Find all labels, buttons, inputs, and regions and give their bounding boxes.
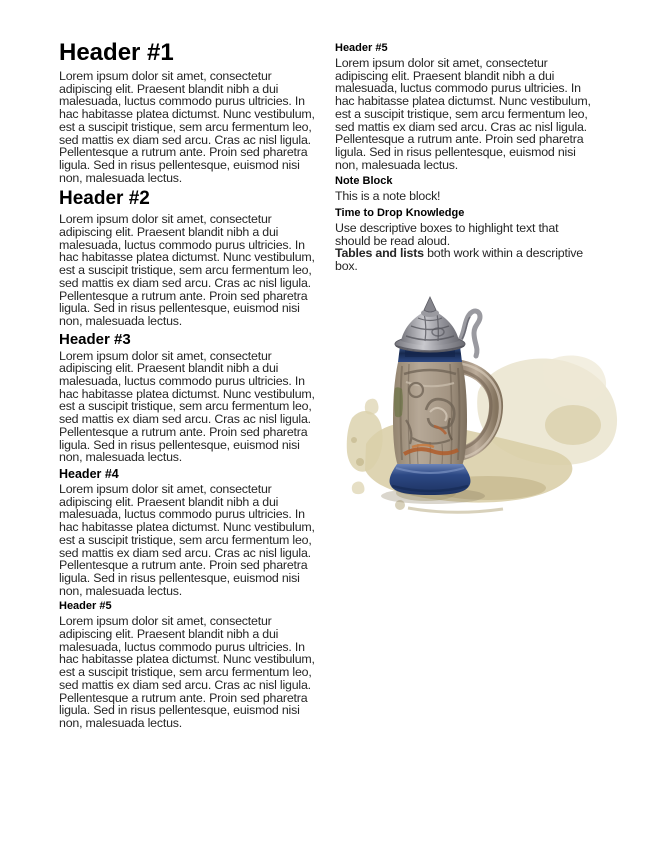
- stein-relief-green: [394, 387, 403, 417]
- wash-dark-patch-right: [545, 405, 601, 445]
- left-column: [59, 40, 315, 730]
- tables-note-bold: Tables and lists: [335, 246, 424, 261]
- section-header-3: Header #3: [59, 330, 131, 348]
- knowledge-text: Use descriptive boxes to highlight text that should be read aloud.: [335, 221, 559, 248]
- section-paragraph: Lorem ipsum dolor sit amet, consectetur adipiscing elit. Praesent blandit nibh a dui malesuada, luctus commodo purus ultricies. In hac habitasse platea dictumst. Nunc vestibulum, est a suscipit tristique, sem arcu fermentum leo, sed mattis ex diam sed arcu. Cras ac nisl ligula. Pellentesque a rutrum ante. Proin sed pharetra ligula. Sed in risus pellentesque, euismod nisi non, malesuada lectus.: [59, 481, 315, 598]
- knowledge-title: Time to Drop Knowledge: [335, 207, 465, 220]
- section-paragraph: Lorem ipsum dolor sit amet, consectetur adipiscing elit. Praesent blandit nibh a dui malesuada, luctus commodo purus ultricies. In hac habitasse platea dictumst. Nunc vestibulum, est a suscipit tristique, sem arcu fermentum leo, sed mattis ex diam sed arcu. Cras ac nisl ligula. Pellentesque a rutrum ante. Proin sed pharetra ligula. Sed in risus pellentesque, euismod nisi non, malesuada lectus.: [59, 212, 315, 328]
- right-column: [335, 40, 593, 273]
- beer-stein-image: [338, 292, 630, 516]
- section-header-1: Header #1: [59, 39, 174, 66]
- section-header-2: Header #2: [59, 188, 150, 210]
- tables-note-rest: both work within a descriptive box.: [335, 246, 583, 274]
- note-block-title: Note Block: [335, 175, 393, 188]
- section-header-5: Header #5: [59, 600, 112, 613]
- section-paragraph: Lorem ipsum dolor sit amet, consectetur adipiscing elit. Praesent blandit nibh a dui malesuada, luctus commodo purus ultricies. In hac habitasse platea dictumst. Nunc vestibulum, est a suscipit tristique, sem arcu fermentum leo, sed mattis ex diam sed arcu. Cras ac nisl ligula. Pellentesque a rutrum ante. Proin sed pharetra ligula. Sed in risus pellentesque, euismod nisi non, malesuada lectus.: [59, 69, 315, 185]
- section-paragraph: Lorem ipsum dolor sit amet, consectetur adipiscing elit. Praesent blandit nibh a dui malesuada, luctus commodo purus ultricies. In hac habitasse platea dictumst. Nunc vestibulum, est a suscipit tristique, sem arcu fermentum leo, sed mattis ex diam sed arcu. Cras ac nisl ligula. Pellentesque a rutrum ante. Proin sed pharetra ligula. Sed in risus pellentesque, euismod nisi non, malesuada lectus.: [335, 56, 591, 172]
- section-paragraph: Lorem ipsum dolor sit amet, consectetur adipiscing elit. Praesent blandit nibh a dui malesuada, luctus commodo purus ultricies. In hac habitasse platea dictumst. Nunc vestibulum, est a suscipit tristique, sem arcu fermentum leo, sed mattis ex diam sed arcu. Cras ac nisl ligula. Pellentesque a rutrum ante. Proin sed pharetra ligula. Sed in risus pellentesque, euismod nisi non, malesuada lectus.: [59, 348, 315, 465]
- section-header-5: Header #5: [335, 42, 388, 54]
- note-block-text: This is a note block!: [335, 189, 441, 204]
- wash-bottom-streak: [408, 508, 503, 512]
- stein-finial: [424, 297, 436, 312]
- tables-note: [335, 247, 593, 272]
- section-paragraph: Lorem ipsum dolor sit amet, consectetur adipiscing elit. Praesent blandit nibh a dui malesuada, luctus commodo purus ultricies. In hac habitasse platea dictumst. Nunc vestibulum, est a suscipit tristique, sem arcu fermentum leo, sed mattis ex diam sed arcu. Cras ac nisl ligula. Pellentesque a rutrum ante. Proin sed pharetra ligula. Sed in risus pellentesque, euismod nisi non, malesuada lectus.: [59, 614, 315, 730]
- section-header-4: Header #4: [59, 466, 119, 481]
